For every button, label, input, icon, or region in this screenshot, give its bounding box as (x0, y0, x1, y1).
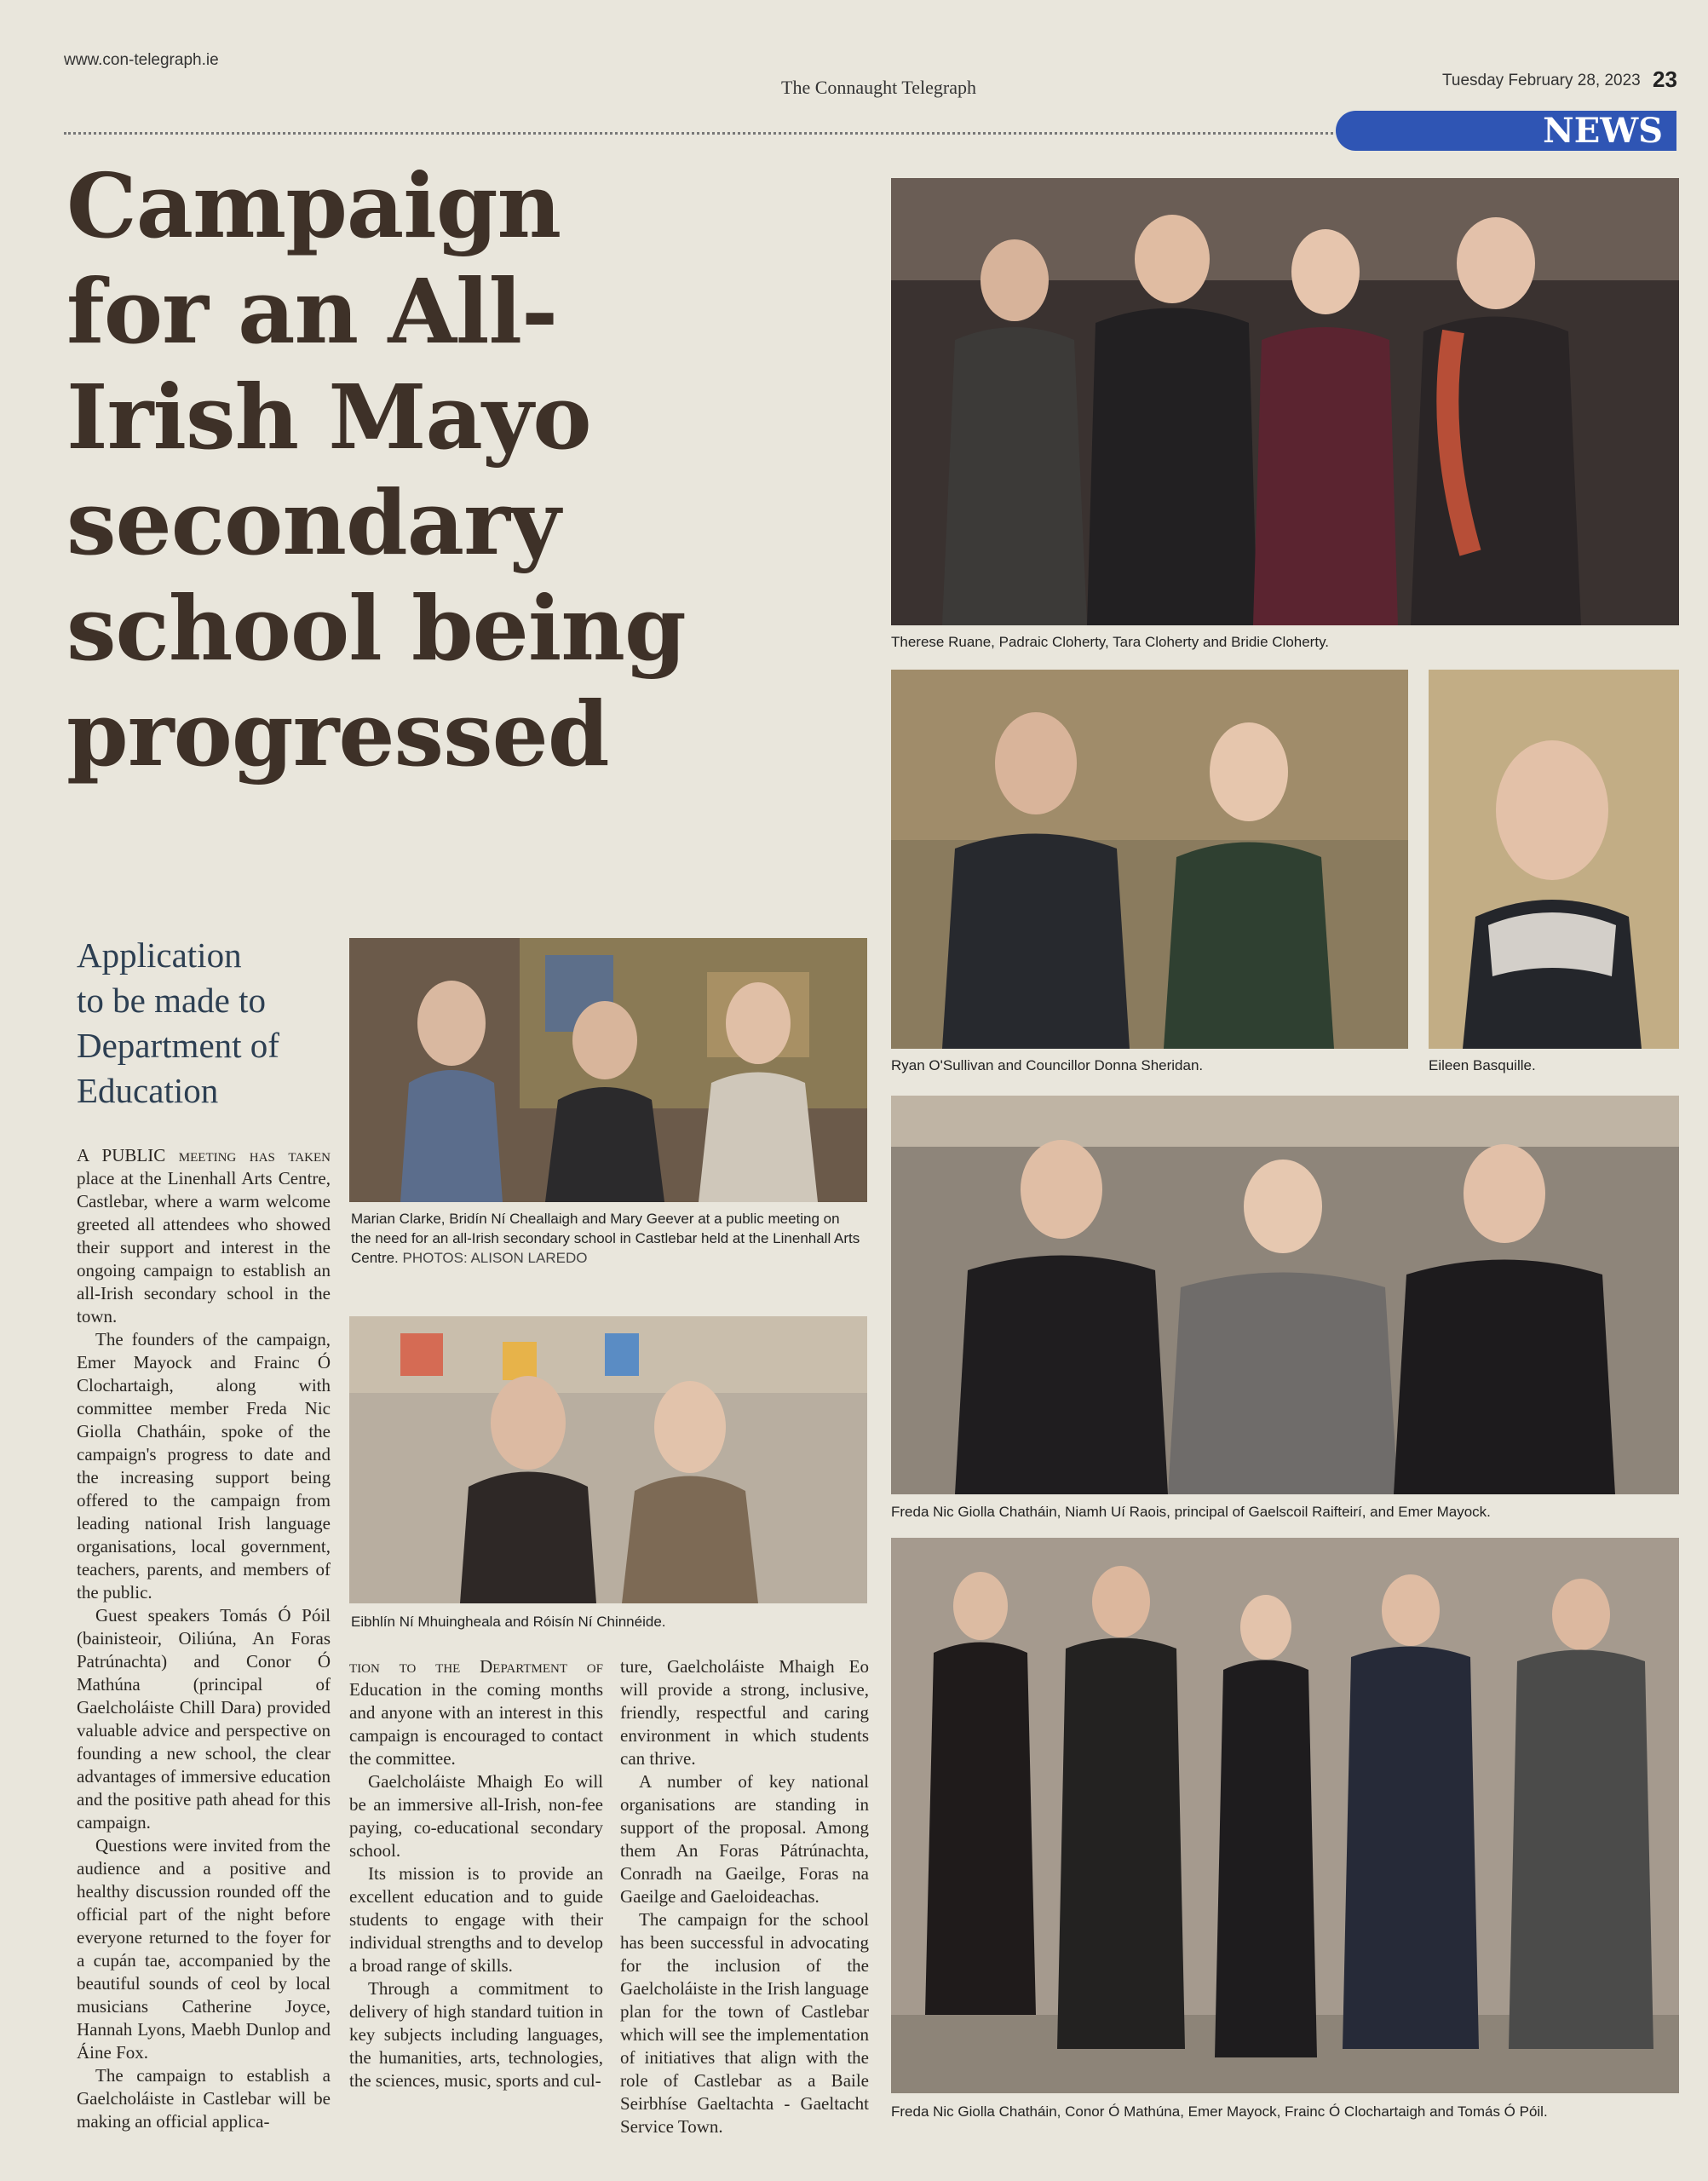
page-number: 23 (1653, 66, 1677, 92)
photo-three-women-hallway (891, 1096, 1679, 1494)
photo-group-of-five (891, 1538, 1679, 2093)
paragraph: tion to the Department of Education in the coming months and anyone with an interest in this campaign is encouraged to contact the committee. (349, 1656, 603, 1769)
masthead-divider (64, 132, 1333, 135)
paragraph: Questions were invited from the audience and a positive and healthy discussion rounded off the official part of the night before everyone returned to the foyer for a cupán tae, accompanied by the beautiful sounds of ceol by local musicians Catherine Joyce, Hannah Lyons, Maebh Dunlop and Áine Fox. (77, 1835, 331, 2063)
caption-text: Marian Clarke, Bridín Ní Cheallaigh and Mary Geever at a public meeting on the need for an all-Irish secondary school in Castlebar held at the Linenhall Arts Centre. (351, 1211, 860, 1266)
paper-name: The Connaught Telegraph (781, 77, 976, 98)
photo-caption: Eileen Basquille. (1429, 1057, 1536, 1073)
photo-caption: Freda Nic Giolla Chatháin, Niamh Uí Raois, principal of Gaelscoil Raifteirí, and Emer Mayock. (891, 1504, 1491, 1520)
standfirst: Application to be made to Department of Education (77, 935, 279, 1110)
photo-caption (351, 1209, 862, 1268)
website-url: www.con-telegraph.ie (64, 51, 219, 69)
paragraph: Gaelcholáiste Mhaigh Eo will be an immersive all-Irish, non-fee paying, co-educational secondary school. (349, 1771, 603, 1861)
section-tab: NEWS (1336, 111, 1676, 151)
photo-caption: Freda Nic Giolla Chatháin, Conor Ó Mathúna, Emer Mayock, Frainc Ó Clochartaigh and Tomás Ó Póil. (891, 2103, 1548, 2120)
photo-three-women (349, 938, 867, 1202)
photo-caption: Ryan O'Sullivan and Councillor Donna Sheridan. (891, 1057, 1204, 1073)
photo-man-and-woman (891, 670, 1408, 1049)
headline: Campaign for an All- Irish Mayo secondary school being progressed (66, 153, 686, 786)
paragraph: Its mission is to provide an excellent education and to guide students to engage with their individual strengths and to develop a broad range of skills. (349, 1863, 603, 1976)
paragraph: Through a commitment to delivery of high standard tuition in key subjects including languages, the humanities, arts, technologies, the sciences, music, sports and cul- (349, 1978, 603, 2091)
issue-date: Tuesday February 28, 2023 (1442, 72, 1641, 89)
paragraph: A number of key national organisations are standing in support of the proposal. Among them An Foras Pátrúnachta, Conradh na Gaeilge, Foras na Gaeilge and Gaeloideachas. (620, 1771, 869, 1907)
body-column-3 (620, 1655, 869, 2138)
paragraph: The founders of the campaign, Emer Mayock and Frainc Ó Clochartaigh, along with committee member Freda Nic Giolla Chatháin, spoke of the campaign's progress to date and the increasing support being offered to the campaign from leading national Irish language organisations, local government, teachers, parents, and members of the public. (77, 1329, 331, 1603)
paragraph: Guest speakers Tomás Ó Póil (bainisteoir, Oiliúna, An Foras Patrúnachta) and Conor Ó Mathúna (principal of Gaelcholáiste Chill Dara) provided valuable advice and perspective on founding a new school, the clear advantages of immersive education and the positive path ahead for this campaign. (77, 1605, 331, 1833)
body-column-1 (77, 1144, 331, 2133)
photo-single-woman (1429, 670, 1679, 1049)
paragraph: The campaign to establish a Gaelcholáiste in Castlebar will be making an official applica- (77, 2065, 331, 2132)
photo-caption: Therese Ruane, Padraic Cloherty, Tara Cloherty and Bridie Cloherty. (891, 634, 1330, 650)
paragraph: ture, Gaelcholáiste Mhaigh Eo will provide a strong, inclusive, friendly, respectful and caring environment in which students can thrive. (620, 1656, 869, 1769)
photo-caption: Eibhlín Ní Mhuingheala and Róisín Ní Chinnéide. (351, 1614, 666, 1630)
paragraph: The campaign for the school has been successful in advocating for the inclusion of the Gaelcholáiste in the Irish language plan for the town of Castlebar which will see the implementation of initiatives that align with the role of Castlebar as a Baile Seirbhíse Gaeltachta - Gaeltacht Service Town. (620, 1909, 869, 2137)
paragraph: A PUBLIC meeting has taken place at the Linenhall Arts Centre, Castlebar, where a warm welcome greeted all attendees who showed their support and interest in the ongoing campaign to establish an all-Irish secondary school in the town. (77, 1145, 331, 1326)
photo-group-of-four (891, 178, 1679, 625)
photo-two-women (349, 1316, 867, 1603)
photo-credit: PHOTOS: ALISON LAREDO (402, 1250, 588, 1266)
body-column-2 (349, 1655, 603, 2092)
